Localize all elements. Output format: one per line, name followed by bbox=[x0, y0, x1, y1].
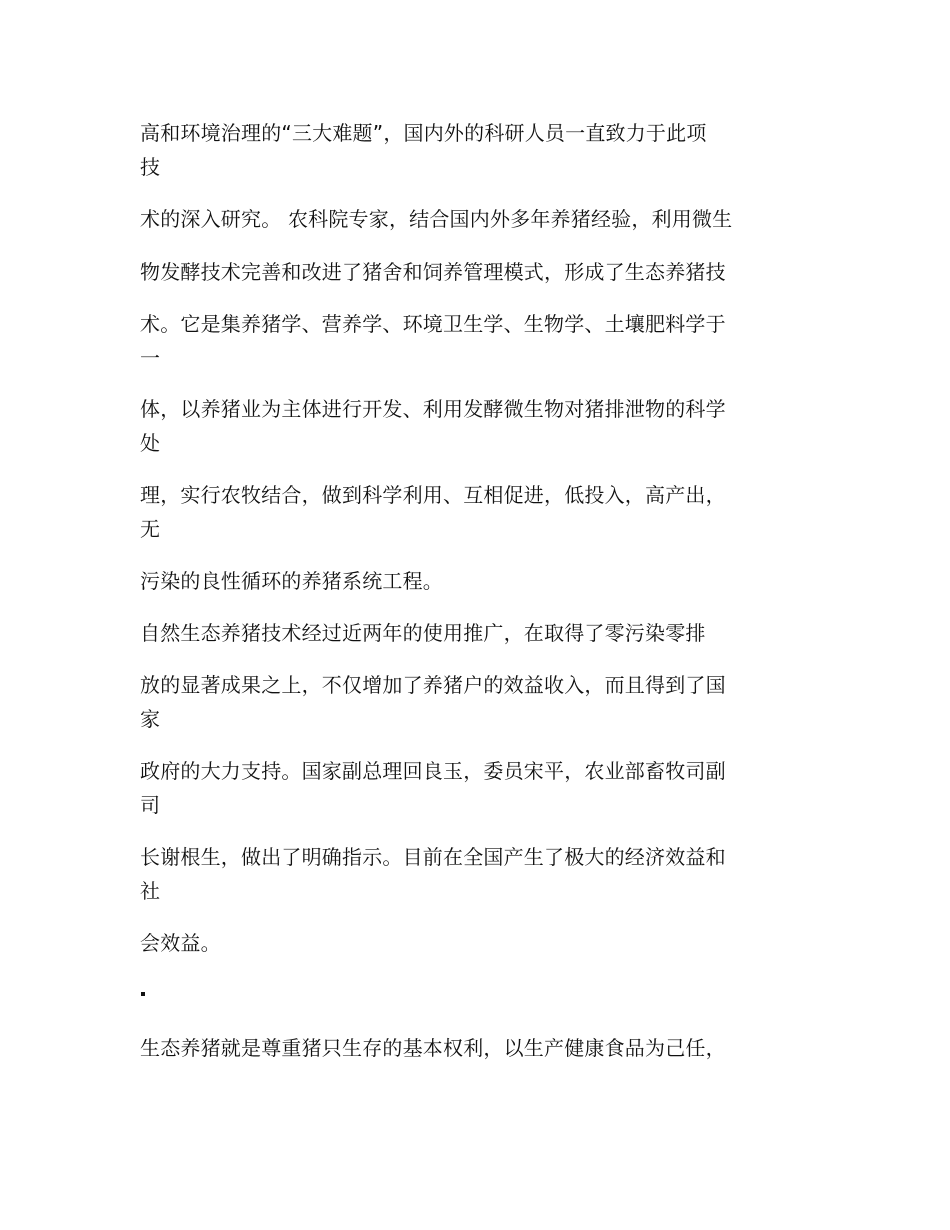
text-line: 污染的良性循环的养猪系统工程。 bbox=[140, 569, 443, 593]
text-line: 物发酵技术完善和改进了猪舍和饲养管理模式，形成了生态养猪技 bbox=[140, 260, 726, 284]
text-line: 生态养猪就是尊重猪只生存的基本权利，以生产健康食品为己任， bbox=[140, 1036, 726, 1060]
text-line: 一 bbox=[140, 346, 161, 370]
text-line: 理，实行农牧结合，做到科学利用、互相促进，低投入，高产出， bbox=[140, 483, 726, 507]
text-line: 社 bbox=[140, 879, 161, 903]
text-line: 高和环境治理的“三大难题”，国内外的科研人员一直致力于此项 bbox=[140, 121, 707, 145]
text-line: 长谢根生，做出了明确指示。目前在全国产生了极大的经济效益和 bbox=[140, 845, 726, 869]
text-line: 体，以养猪业为主体进行开发、利用发酵微生物对猪排泄物的科学 bbox=[140, 397, 726, 421]
text-line: 术。它是集养猪学、营养学、环境卫生学、生物学、土壤肥料学于 bbox=[140, 312, 726, 336]
text-line: 自然生态养猪技术经过近两年的使用推广，在取得了零污染零排 bbox=[140, 621, 706, 645]
text-line: 放的显著成果之上，不仅增加了养猪户的效益收入，而且得到了国 bbox=[140, 673, 726, 697]
text-line: 司 bbox=[140, 793, 161, 817]
text-line: 家 bbox=[140, 707, 161, 731]
text-line: 术的深入研究。 农科院专家，结合国内外多年养猪经验，利用微生 bbox=[140, 207, 733, 231]
bullet-dot bbox=[141, 992, 145, 996]
text-line: 处 bbox=[140, 431, 161, 455]
text-line: 技 bbox=[140, 155, 161, 179]
text-line: 政府的大力支持。国家副总理回良玉，委员宋平，农业部畜牧司副 bbox=[140, 759, 726, 783]
text-line: 会效益。 bbox=[140, 931, 221, 955]
text-line: 无 bbox=[140, 517, 161, 541]
